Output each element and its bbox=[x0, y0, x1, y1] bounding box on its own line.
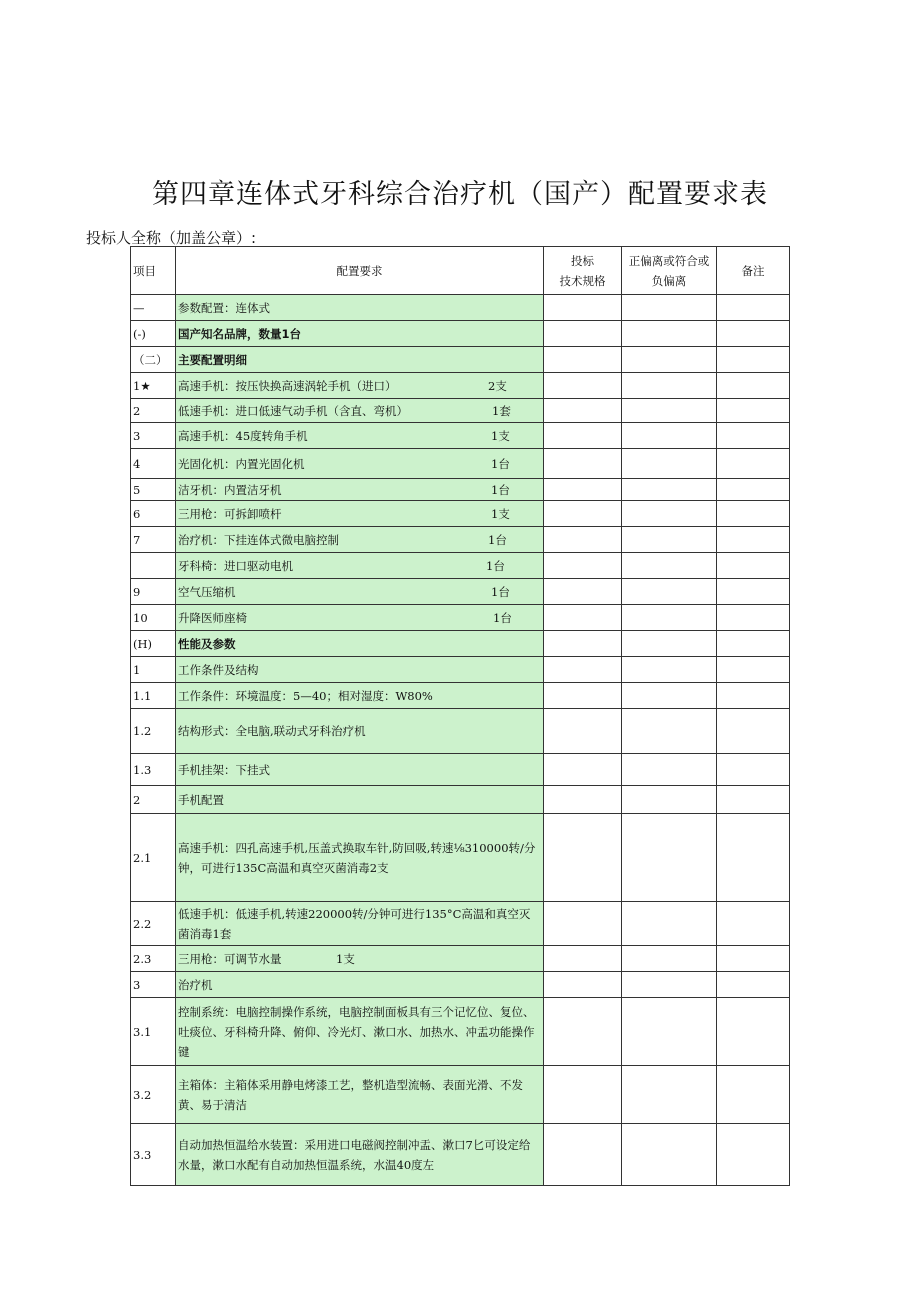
row-item-number: 10 bbox=[131, 605, 176, 631]
row-requirement bbox=[176, 657, 544, 683]
row-requirement bbox=[176, 321, 544, 347]
deviation-cell[interactable] bbox=[622, 479, 717, 501]
row-item-number: 9 bbox=[131, 579, 176, 605]
remarks-cell[interactable] bbox=[717, 373, 790, 399]
table-row bbox=[131, 399, 790, 423]
deviation-cell[interactable] bbox=[622, 814, 717, 902]
row-requirement-text: 手机挂架：下挂式 bbox=[178, 762, 270, 777]
deviation-cell[interactable] bbox=[622, 709, 717, 754]
row-requirement-text: 高速手机：45度转角手机 bbox=[178, 428, 308, 443]
row-requirement-content bbox=[178, 401, 541, 421]
remarks-cell[interactable] bbox=[717, 631, 790, 657]
row-requirement bbox=[176, 786, 544, 814]
deviation-cell[interactable] bbox=[622, 683, 717, 709]
row-requirement bbox=[176, 295, 544, 321]
row-item-number: 3 bbox=[131, 972, 176, 998]
deviation-cell[interactable] bbox=[622, 501, 717, 527]
bid-spec-cell[interactable] bbox=[544, 579, 622, 605]
header-deviation: 正偏离或符合或 负偏离 bbox=[622, 247, 717, 295]
row-requirement-text: 空气压缩机 bbox=[178, 584, 236, 599]
deviation-cell[interactable] bbox=[622, 902, 717, 946]
remarks-cell[interactable] bbox=[717, 553, 790, 579]
remarks-cell[interactable] bbox=[717, 295, 790, 321]
row-requirement-text: 升降医师座椅 bbox=[178, 610, 247, 625]
row-quantity: 1台 bbox=[486, 558, 505, 573]
remarks-cell[interactable] bbox=[717, 579, 790, 605]
row-requirement-text: 三用枪：可调节水量 bbox=[178, 951, 282, 966]
remarks-cell[interactable] bbox=[717, 423, 790, 449]
row-item-number: 1★ bbox=[131, 373, 176, 399]
row-requirement-text: 低速手机：低速手机,转速220000转/分钟可进行135°C高温和真空灭菌消毒1套 bbox=[178, 906, 531, 941]
deviation-cell[interactable] bbox=[622, 1124, 717, 1186]
bidder-name-label: 投标人全称（加盖公章）: bbox=[86, 229, 257, 247]
deviation-cell[interactable] bbox=[622, 579, 717, 605]
row-requirement-text: 高速手机：按压快换高速涡轮手机（进口） bbox=[178, 378, 397, 393]
remarks-cell[interactable] bbox=[717, 347, 790, 373]
table-row bbox=[131, 373, 790, 399]
bid-spec-cell[interactable] bbox=[544, 399, 622, 423]
row-requirement-content bbox=[178, 480, 541, 500]
row-requirement bbox=[176, 399, 544, 423]
row-requirement bbox=[176, 579, 544, 605]
bid-spec-cell[interactable] bbox=[544, 1066, 622, 1124]
table-header-row bbox=[131, 247, 790, 295]
remarks-cell[interactable] bbox=[717, 902, 790, 946]
bid-spec-cell[interactable] bbox=[544, 814, 622, 902]
row-requirement-text: 高速手机：四孔高速手机,压盖式换取车针,防回吸,转速⅛310000转/分钟，可进行135C高温和真空灭菌消毒2支 bbox=[178, 840, 536, 875]
row-quantity: 1台 bbox=[491, 456, 510, 471]
deviation-cell[interactable] bbox=[622, 754, 717, 786]
row-requirement-text: 工作条件：环境温度：5—40；相对湿度：W80% bbox=[178, 688, 433, 703]
deviation-cell[interactable] bbox=[622, 605, 717, 631]
row-requirement bbox=[176, 347, 544, 373]
row-item-number: 1 bbox=[131, 657, 176, 683]
row-requirement-content bbox=[178, 350, 541, 370]
row-requirement-content bbox=[178, 582, 541, 602]
table-row bbox=[131, 423, 790, 449]
bid-spec-cell[interactable] bbox=[544, 373, 622, 399]
deviation-cell[interactable] bbox=[622, 553, 717, 579]
row-requirement bbox=[176, 527, 544, 553]
row-item-number: (-) bbox=[131, 321, 176, 347]
bid-spec-cell[interactable] bbox=[544, 998, 622, 1066]
remarks-cell[interactable] bbox=[717, 527, 790, 553]
deviation-cell[interactable] bbox=[622, 998, 717, 1066]
row-quantity: 1支 bbox=[491, 428, 510, 443]
table-row bbox=[131, 579, 790, 605]
remarks-cell[interactable] bbox=[717, 972, 790, 998]
remarks-cell[interactable] bbox=[717, 479, 790, 501]
row-requirement bbox=[176, 479, 544, 501]
bid-spec-cell[interactable] bbox=[544, 657, 622, 683]
row-requirement bbox=[176, 902, 544, 946]
row-requirement-content bbox=[178, 530, 541, 550]
bid-spec-cell[interactable] bbox=[544, 553, 622, 579]
row-requirement-text: 光固化机：内置光固化机 bbox=[178, 456, 305, 471]
remarks-cell[interactable] bbox=[717, 754, 790, 786]
bid-spec-cell[interactable] bbox=[544, 449, 622, 479]
table-row bbox=[131, 657, 790, 683]
remarks-cell[interactable] bbox=[717, 946, 790, 972]
row-requirement-content bbox=[178, 975, 541, 995]
row-requirement bbox=[176, 449, 544, 479]
row-item-number bbox=[131, 553, 176, 579]
table-row bbox=[131, 902, 790, 946]
row-requirement bbox=[176, 631, 544, 657]
row-item-number: 2 bbox=[131, 399, 176, 423]
bid-spec-cell[interactable] bbox=[544, 786, 622, 814]
row-requirement bbox=[176, 605, 544, 631]
row-requirement-content bbox=[178, 376, 541, 396]
row-quantity: 1台 bbox=[491, 482, 510, 497]
deviation-cell[interactable] bbox=[622, 631, 717, 657]
row-item-number: 2.2 bbox=[131, 902, 176, 946]
row-requirement-text: 工作条件及结构 bbox=[178, 662, 259, 677]
remarks-cell[interactable] bbox=[717, 399, 790, 423]
row-item-number: 2.1 bbox=[131, 814, 176, 902]
deviation-cell[interactable] bbox=[622, 786, 717, 814]
row-requirement bbox=[176, 814, 544, 902]
remarks-cell[interactable] bbox=[717, 657, 790, 683]
row-quantity: 1套 bbox=[492, 403, 511, 418]
deviation-cell[interactable] bbox=[622, 972, 717, 998]
bid-spec-cell[interactable] bbox=[544, 709, 622, 754]
table-row bbox=[131, 754, 790, 786]
bid-spec-cell[interactable] bbox=[544, 295, 622, 321]
row-requirement-text: 控制系统：电脑控制操作系统，电脑控制面板具有三个记忆位、复位、吐痰位、牙科椅升降、俯仰、冷光灯、漱口水、加热水、冲盂功能操作键 bbox=[178, 1004, 535, 1059]
row-requirement bbox=[176, 972, 544, 998]
bid-spec-cell[interactable] bbox=[544, 631, 622, 657]
row-requirement bbox=[176, 709, 544, 754]
row-requirement bbox=[176, 373, 544, 399]
row-requirement bbox=[176, 683, 544, 709]
bid-spec-cell[interactable] bbox=[544, 946, 622, 972]
row-quantity: 2支 bbox=[488, 378, 507, 393]
bid-spec-cell[interactable] bbox=[544, 479, 622, 501]
row-item-number: 3.3 bbox=[131, 1124, 176, 1186]
row-item-number: 3.1 bbox=[131, 998, 176, 1066]
table-row bbox=[131, 709, 790, 754]
row-requirement-content bbox=[178, 721, 541, 741]
row-item-number: 2.3 bbox=[131, 946, 176, 972]
header-requirement: 配置要求 bbox=[176, 247, 544, 295]
row-item-number: 4 bbox=[131, 449, 176, 479]
table-row bbox=[131, 786, 790, 814]
table-row bbox=[131, 501, 790, 527]
row-requirement-text: 牙科椅：进口驱动电机 bbox=[178, 558, 293, 573]
deviation-cell[interactable] bbox=[622, 347, 717, 373]
bid-spec-cell[interactable] bbox=[544, 321, 622, 347]
configuration-table bbox=[130, 246, 790, 1186]
row-item-number: 7 bbox=[131, 527, 176, 553]
table-row bbox=[131, 321, 790, 347]
row-requirement-content bbox=[178, 660, 541, 680]
row-item-number: (H) bbox=[131, 631, 176, 657]
remarks-cell[interactable] bbox=[717, 709, 790, 754]
table-row bbox=[131, 449, 790, 479]
header-item: 项目 bbox=[131, 247, 176, 295]
row-item-number: 1.3 bbox=[131, 754, 176, 786]
table-row bbox=[131, 683, 790, 709]
row-item-number: 3 bbox=[131, 423, 176, 449]
remarks-cell[interactable] bbox=[717, 321, 790, 347]
bid-spec-cell[interactable] bbox=[544, 683, 622, 709]
deviation-cell[interactable] bbox=[622, 423, 717, 449]
remarks-cell[interactable] bbox=[717, 683, 790, 709]
header-bid-spec: 投标 技术规格 bbox=[544, 247, 622, 295]
row-requirement-content bbox=[178, 298, 541, 318]
row-requirement-text: 结构形式：全电脑,联动式牙科治疗机 bbox=[178, 724, 366, 738]
row-requirement-content bbox=[178, 838, 541, 878]
row-requirement bbox=[176, 501, 544, 527]
row-item-number: 6 bbox=[131, 501, 176, 527]
row-item-number: 2 bbox=[131, 786, 176, 814]
remarks-cell[interactable] bbox=[717, 449, 790, 479]
deviation-cell[interactable] bbox=[622, 373, 717, 399]
deviation-cell[interactable] bbox=[622, 399, 717, 423]
table-row bbox=[131, 631, 790, 657]
table-row bbox=[131, 1124, 790, 1186]
row-requirement-text: 洁牙机：内置洁牙机 bbox=[178, 482, 282, 497]
row-requirement-content bbox=[178, 686, 541, 706]
row-requirement bbox=[176, 553, 544, 579]
table-row bbox=[131, 972, 790, 998]
table-row bbox=[131, 605, 790, 631]
row-quantity: 1支 bbox=[491, 506, 510, 521]
bid-spec-cell[interactable] bbox=[544, 423, 622, 449]
header-remarks: 备注 bbox=[717, 247, 790, 295]
table-row bbox=[131, 553, 790, 579]
row-requirement-content bbox=[178, 426, 541, 446]
row-requirement-text: 参数配置：连体式 bbox=[178, 300, 270, 315]
row-requirement-text: 治疗机 bbox=[178, 977, 213, 992]
row-requirement-content bbox=[178, 1135, 541, 1175]
row-requirement-content bbox=[178, 790, 541, 810]
row-item-number: 3.2 bbox=[131, 1066, 176, 1124]
row-item-number: 1.1 bbox=[131, 683, 176, 709]
row-quantity: 1台 bbox=[491, 584, 510, 599]
row-requirement-text: 自动加热恒温给水装置：采用进口电磁阀控制冲盂、漱口7匕可设定给水量，漱口水配有自动加热恒温系统，水温40度左 bbox=[178, 1137, 531, 1172]
row-requirement-content bbox=[178, 760, 541, 780]
row-requirement-content bbox=[178, 1002, 541, 1062]
row-requirement-text: 主箱体：主箱体采用静电烤漆工艺，整机造型流畅、表面光滑、不发黄、易于清洁 bbox=[178, 1077, 523, 1112]
row-requirement-content bbox=[178, 608, 541, 628]
remarks-cell[interactable] bbox=[717, 605, 790, 631]
row-requirement bbox=[176, 946, 544, 972]
deviation-cell[interactable] bbox=[622, 527, 717, 553]
bid-spec-cell[interactable] bbox=[544, 902, 622, 946]
row-requirement-content bbox=[178, 904, 541, 944]
row-requirement bbox=[176, 1066, 544, 1124]
row-requirement-text: 手机配置 bbox=[178, 792, 224, 807]
row-requirement-text: 三用枪：可拆卸喷杆 bbox=[178, 506, 282, 521]
remarks-cell[interactable] bbox=[717, 814, 790, 902]
row-quantity: 1支 bbox=[336, 951, 355, 966]
deviation-cell[interactable] bbox=[622, 657, 717, 683]
row-requirement-text: 治疗机：下挂连体式微电脑控制 bbox=[178, 532, 339, 547]
bid-spec-cell[interactable] bbox=[544, 605, 622, 631]
remarks-cell[interactable] bbox=[717, 998, 790, 1066]
table-row bbox=[131, 527, 790, 553]
bid-spec-cell[interactable] bbox=[544, 527, 622, 553]
deviation-cell[interactable] bbox=[622, 295, 717, 321]
row-requirement-text: 主要配置明细 bbox=[178, 352, 247, 367]
row-requirement-content bbox=[178, 324, 541, 344]
row-item-number: 1.2 bbox=[131, 709, 176, 754]
row-requirement-content bbox=[178, 504, 541, 524]
row-item-number: — bbox=[131, 295, 176, 321]
row-requirement-content bbox=[178, 556, 541, 576]
bid-spec-cell[interactable] bbox=[544, 501, 622, 527]
table-row bbox=[131, 347, 790, 373]
remarks-cell[interactable] bbox=[717, 1124, 790, 1186]
table-row bbox=[131, 1066, 790, 1124]
row-requirement-content bbox=[178, 1075, 541, 1115]
row-requirement-content bbox=[178, 634, 541, 654]
row-quantity: 1台 bbox=[493, 610, 512, 625]
row-requirement-text: 国产知名品牌，数量1台 bbox=[178, 326, 302, 341]
remarks-cell[interactable] bbox=[717, 1066, 790, 1124]
row-item-number: 5 bbox=[131, 479, 176, 501]
deviation-cell[interactable] bbox=[622, 449, 717, 479]
row-quantity: 1台 bbox=[488, 532, 507, 547]
table-row bbox=[131, 814, 790, 902]
bid-spec-cell[interactable] bbox=[544, 754, 622, 786]
row-requirement bbox=[176, 998, 544, 1066]
remarks-cell[interactable] bbox=[717, 501, 790, 527]
row-requirement-text: 低速手机：进口低速气动手机（含直、弯机） bbox=[178, 403, 408, 418]
row-requirement-content bbox=[178, 454, 541, 474]
table-row bbox=[131, 998, 790, 1066]
bid-spec-cell[interactable] bbox=[544, 1124, 622, 1186]
row-requirement-text: 性能及参数 bbox=[178, 636, 236, 651]
table-row bbox=[131, 295, 790, 321]
table-row bbox=[131, 479, 790, 501]
bid-spec-cell[interactable] bbox=[544, 972, 622, 998]
row-requirement bbox=[176, 1124, 544, 1186]
row-requirement bbox=[176, 754, 544, 786]
deviation-cell[interactable] bbox=[622, 321, 717, 347]
page-title: 第四章连体式牙科综合治疗机（国产）配置要求表 bbox=[152, 179, 768, 210]
bid-spec-cell[interactable] bbox=[544, 347, 622, 373]
row-requirement-content bbox=[178, 949, 541, 969]
deviation-cell[interactable] bbox=[622, 946, 717, 972]
remarks-cell[interactable] bbox=[717, 786, 790, 814]
row-item-number: （二） bbox=[131, 347, 176, 373]
table-row bbox=[131, 946, 790, 972]
row-requirement bbox=[176, 423, 544, 449]
deviation-cell[interactable] bbox=[622, 1066, 717, 1124]
